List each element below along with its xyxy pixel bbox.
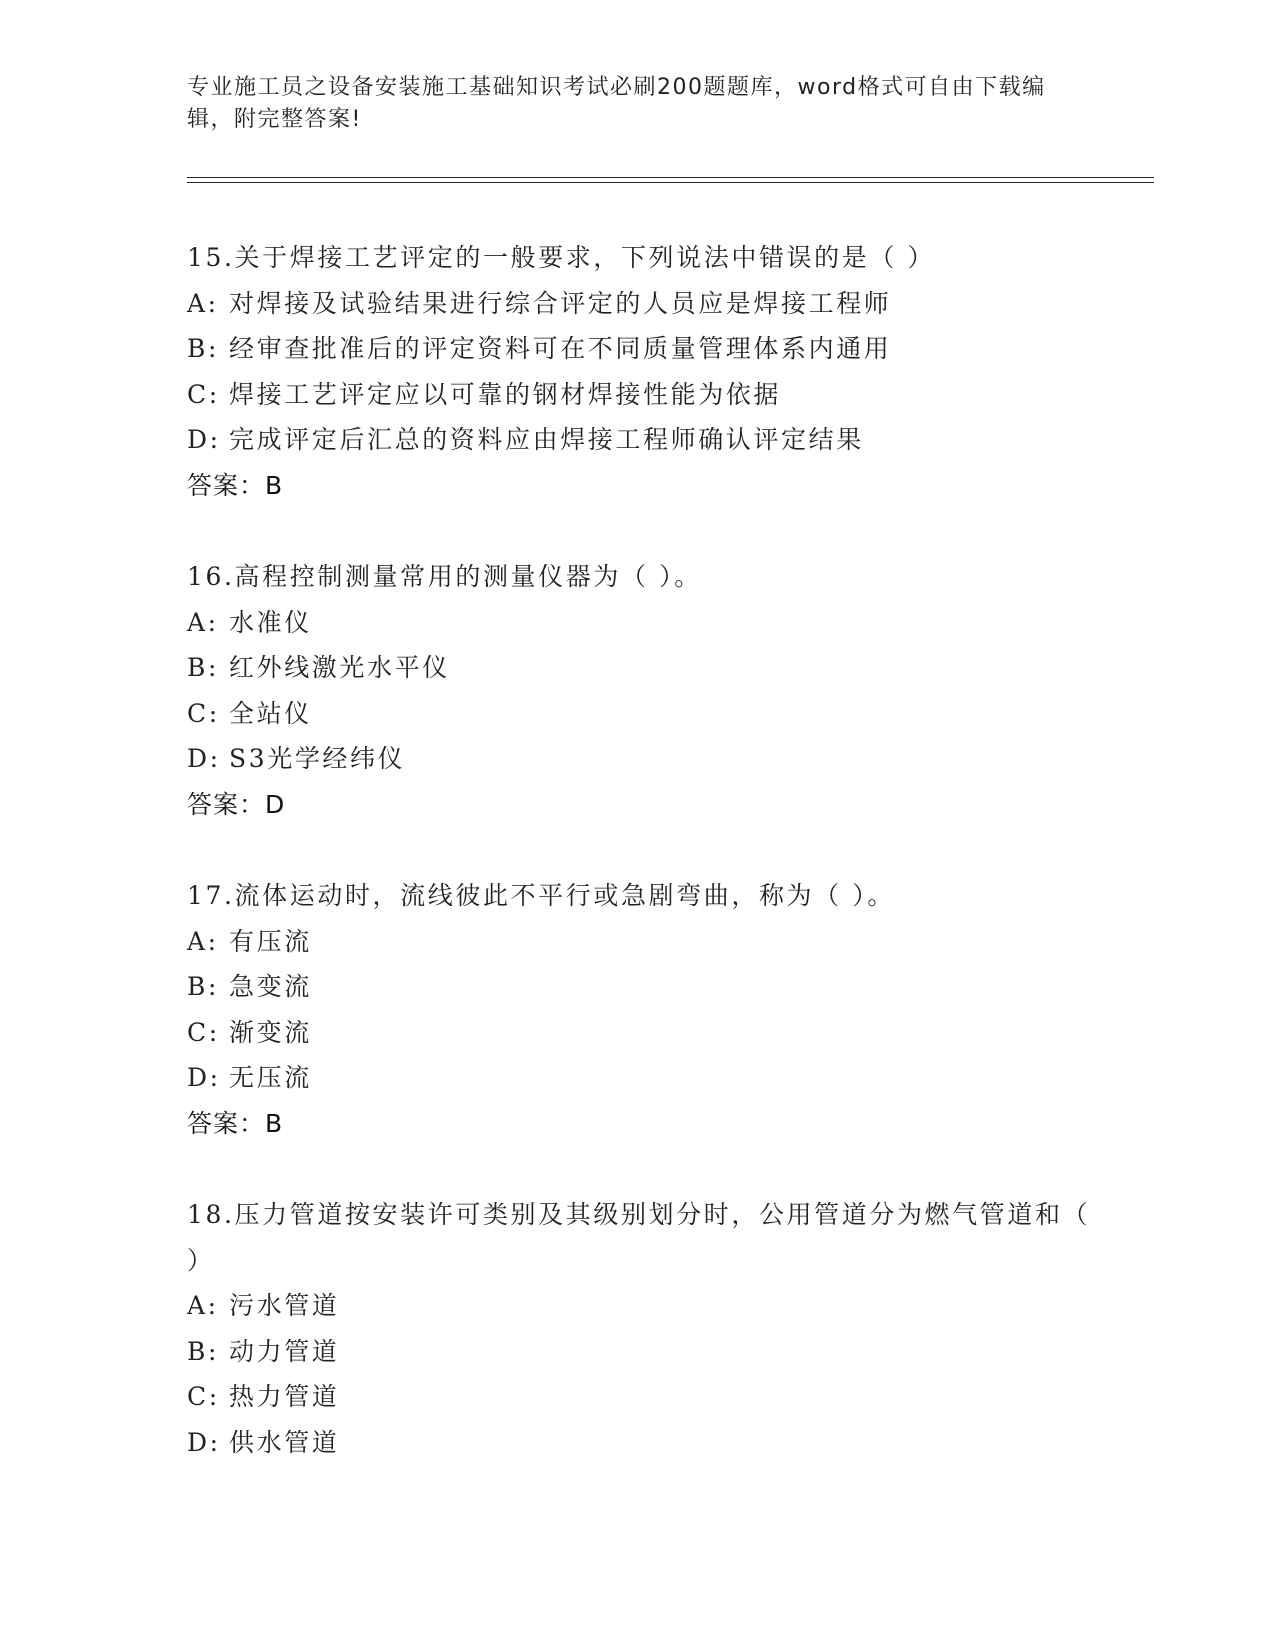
option-key: A: <box>187 926 219 956</box>
option-key: D: <box>187 425 221 454</box>
option-text: 渐变流 <box>229 1017 312 1047</box>
option-d <box>187 417 1107 463</box>
option-a <box>187 281 1107 327</box>
option-text: S3光学经纬仪 <box>229 744 406 773</box>
question-stem: 18.压力管道按安装许可类别及其级别划分时，公用管道分为燃气管道和（ ） <box>187 1200 1091 1275</box>
option-text: 无压流 <box>229 1063 312 1092</box>
question-16 <box>187 554 1107 827</box>
option-text: 供水管道 <box>229 1427 340 1457</box>
option-d <box>187 1420 1107 1466</box>
question-18 <box>187 1192 1107 1465</box>
option-key: D: <box>187 744 221 773</box>
option-text: 污水管道 <box>229 1291 340 1320</box>
answer-line: 答案：B <box>187 1108 284 1138</box>
option-b <box>187 645 1107 691</box>
option-d <box>187 1055 1107 1101</box>
option-text: 水准仪 <box>229 607 312 637</box>
option-a <box>187 1283 1107 1329</box>
option-key: B: <box>187 334 219 363</box>
option-key: A: <box>187 1291 219 1320</box>
option-a <box>187 919 1107 965</box>
option-c <box>187 1010 1107 1056</box>
header-divider-top <box>187 177 1154 178</box>
option-b <box>187 326 1107 372</box>
option-text: 热力管道 <box>229 1382 340 1411</box>
question-stem: 17.流体运动时，流线彼此不平行或急剧弯曲，称为（ ）。 <box>187 881 896 910</box>
option-c <box>187 1374 1107 1420</box>
option-text: 经审查批准后的评定资料可在不同质量管理体系内通用 <box>229 334 892 363</box>
answer-line: 答案：D <box>187 789 286 819</box>
document-header <box>187 72 1087 136</box>
option-key: B: <box>187 972 219 1001</box>
option-a <box>187 600 1107 646</box>
option-text: 有压流 <box>229 926 312 956</box>
option-b <box>187 964 1107 1010</box>
option-c <box>187 691 1107 737</box>
question-stem: 16.高程控制测量常用的测量仪器为（ ）。 <box>187 562 702 591</box>
option-b <box>187 1329 1107 1375</box>
option-text: 焊接工艺评定应以可靠的钢材焊接性能为依据 <box>229 379 782 409</box>
option-key: A: <box>187 607 219 637</box>
option-c <box>187 372 1107 418</box>
option-text: 全站仪 <box>229 698 312 728</box>
option-key: C: <box>187 379 220 409</box>
answer-line: 答案：B <box>187 470 284 500</box>
option-key: C: <box>187 1382 220 1411</box>
option-key: C: <box>187 698 220 728</box>
option-key: B: <box>187 1336 219 1366</box>
option-text: 动力管道 <box>229 1336 340 1366</box>
option-text: 对焊接及试验结果进行综合评定的人员应是焊接工程师 <box>229 288 892 318</box>
option-text: 红外线激光水平仪 <box>229 653 450 682</box>
question-17 <box>187 873 1107 1146</box>
option-text: 急变流 <box>229 972 312 1001</box>
document-title: 专业施工员之设备安装施工基础知识考试必刷200题题库，word格式可自由下载编辑，附完整答案! <box>187 75 1046 132</box>
header-divider-bottom <box>187 182 1154 183</box>
option-key: A: <box>187 288 219 318</box>
option-key: C: <box>187 1017 220 1047</box>
option-key: D: <box>187 1063 221 1092</box>
option-text: 完成评定后汇总的资料应由焊接工程师确认评定结果 <box>229 425 864 454</box>
question-15 <box>187 235 1107 508</box>
option-key: D: <box>187 1427 221 1457</box>
option-key: B: <box>187 653 219 682</box>
option-d <box>187 736 1107 782</box>
question-stem: 15.关于焊接工艺评定的一般要求，下列说法中错误的是（ ） <box>187 243 936 272</box>
question-list <box>187 235 1107 1511</box>
